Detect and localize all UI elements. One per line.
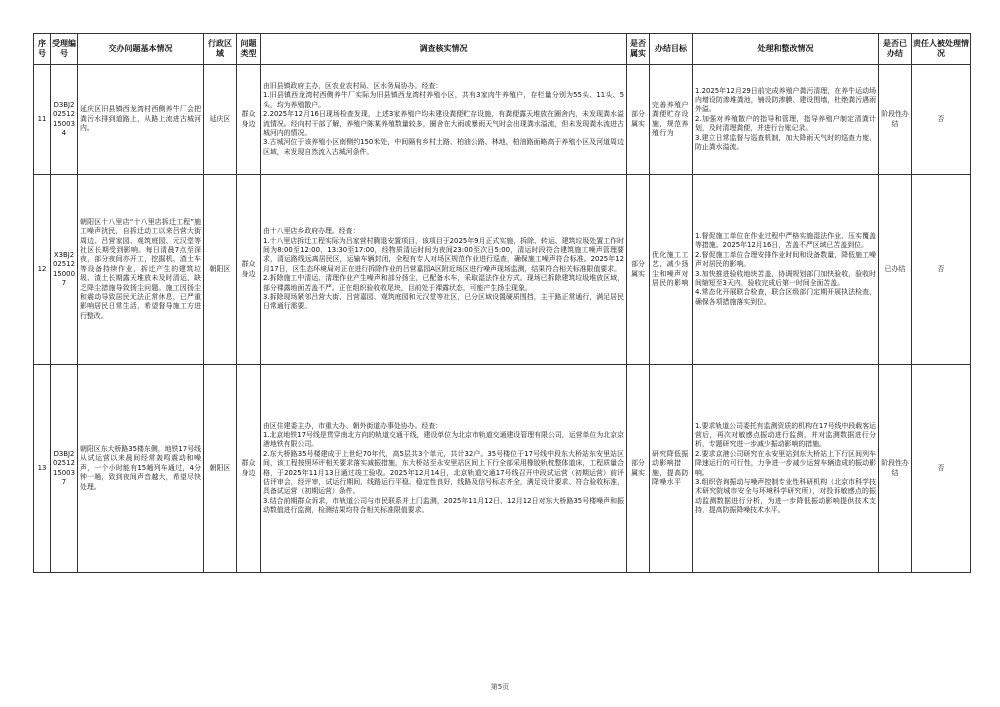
row-handling	[693, 175, 879, 365]
row-true-flag: 部分属实	[627, 175, 650, 365]
row-punished: 否	[912, 65, 971, 175]
row-seq: 12	[34, 175, 51, 365]
row-goal: 优化施工工艺，减少扬尘和噪声对居民的影响	[650, 175, 693, 365]
row-goal: 研究降低振动影响措施，提高防降噪水平	[650, 365, 693, 573]
handling-para: 3.加快推进验收地块苫盖，协调规划部门加快验收，验收时间缩短至3天内，验收完成后第一时间全面苫盖。	[695, 269, 876, 287]
handling-para: 4.常态化开展联合检查，联合区级部门定期开展执法检查，确保各项措施落实到位。	[695, 288, 876, 306]
row-seq: 13	[34, 365, 51, 573]
handling-para: 3.组织咨询振动与噪声控制专业性科研机构（北京市科学技术研究院城市安全与环境科学研究所），对投诉敏感点的振动监测数据进行分析，为进一步降低振动影响提供技术支持，提高防振降噪技术水平。	[695, 477, 876, 515]
row-type: 群众身边	[237, 175, 261, 365]
row-investigation	[261, 175, 627, 365]
row-district: 朝阳区	[204, 175, 237, 365]
row-district: 朝阳区	[204, 365, 237, 573]
investigation-para: 由十八里店乡政府办理。经查：	[263, 227, 360, 236]
investigation-para: 1.北京地铁17号线是贯穿南北方向的轨道交通干线，建设单位为北京市轨道交通建设管理有限公司，运营单位为北京京港地铁有限公司。	[263, 430, 624, 449]
header-row	[34, 34, 971, 65]
table-row	[34, 175, 971, 365]
page-number: 第5页	[490, 683, 510, 691]
handling-para: 3.建立日常监督与巡查机制，加大降雨天气时的巡查力度，防止粪水溢流。	[695, 133, 876, 151]
header-seq: 序号	[34, 34, 51, 65]
investigation-para: 1.旧县镇西龙湾村西侧养牛厂实际为旧县镇西龙湾村养殖小区，共有3家肉牛养殖户，存栏量分别为55头、11头、5头，均为养殖散户。	[263, 91, 624, 109]
row-investigation	[261, 65, 627, 175]
header-punished: 责任人被处理情况	[912, 34, 971, 65]
row-issue: 朝阳区十八里店“十八里店拆迁工程”施工噪声扰民，自拆迁动工以来吕营大街周边、吕营家园、观筑庭园、元汉堂等社区长期受到影响。每日清晨7点至深夜，部分夜间亦开工，挖掘机、渣土车等设备持续作业，拆迁产生的建筑垃圾、渣土长期露天堆放未及时清运，缺乏降尘措施导致扬尘问题。施工因扬尘和震动导致居民无法正常休息，已严重影响居民日常生活，希望督导施工方进行整改。	[78, 175, 204, 365]
handling-para: 1.督促施工单位在作业过程中严格实施湿法作业、压实覆盖等措施。2025年12月16日，苫盖不严区域已苫盖到位。	[695, 231, 876, 250]
header-goal: 办结目标	[650, 34, 693, 65]
row-done: 阶段性办结	[879, 65, 912, 175]
row-true-flag: 部分属实	[627, 65, 650, 175]
row-punished: 否	[912, 365, 971, 573]
header-code: 受理编号	[51, 34, 78, 65]
handling-para: 2.要求京港公司研究在永安里站到东大桥站上下行区间列车降速运行的可行性，力争进一步减少运营车辆造成的振动影响。	[695, 449, 876, 477]
row-handling	[693, 365, 879, 573]
investigation-para: 2.东大桥路35号楼建成于上世纪70年代，高5层共3个单元，共计32户。35号楼位于17号线中段东大桥站东安里站区间，该工程按照环评相关要求落实减振措施，东大桥站至永安里站区间上下行全部采用橡胶轨枕整体道床，工程质量合格，于2025年11月13日通过竣工验收。2025年12月14日，北京轨道交通17号线召开中段试运营（初期运营）前评估评审会，经评审，试运行期间，线路运行平稳、稳定性良好，线路及信号标志齐全，满足设计要求、符合验收标准，具备试运营（初期运营）条件。	[263, 449, 624, 496]
header-handling: 处理和整改情况	[693, 34, 879, 65]
header-type: 问题类型	[237, 34, 261, 65]
handling-para: 1.要求轨道公司委托有监测资质的机构在17号线中段载客运营后，再次对敏感点振动进行监测，并对监测数据进行分析，专题研究进一步减少振动影响的措施。	[695, 421, 876, 449]
handling-para: 2.督促施工单位合理安排作业时间和设备数量，降低施工噪声对居民的影响。	[695, 250, 876, 269]
investigation-para: 由区住建委主办，市重大办、朝外街道办事处协办。经查：	[263, 421, 443, 430]
handling-para: 1.2025年12月29日前完成养殖户粪污清理，在养牛运动场内增设防渗堆粪池，铺设防渗膜、建设围墙，杜绝粪污遇雨外溢。	[695, 86, 876, 114]
row-issue: 延庆区旧县镇西龙湾村西侧养牛厂会把粪污水排到道路上，从路上流进古城河内。	[78, 65, 204, 175]
investigation-para: 2.拆除施工中清运、清理作业产生噪声和部分扬尘，已配备水车，采取湿法作业方式。现场已拆除建筑垃圾堆放区域，部分裸露地面苫盖不严。正在组织验收收尾块，目前处于裸露状态，可能产生扬尘现象。	[263, 274, 624, 292]
investigation-para: 由旧县镇政府主办，区农业农村局、区水务局协办。经查：	[263, 81, 443, 90]
header-investigation: 调查核实情况	[261, 34, 627, 65]
investigation-para: 2.2025年12月16日现场检查发现，上述3家养殖户均未建设粪便贮存设施，有粪便露天堆放在圈舍内，未发现粪水溢流情况。经向村干部了解，养殖户陈某养殖数量较多，圈舍在大雨或暴雨天气时会出现粪水溢流，但未发现粪水流进古城河内的情况。	[263, 110, 624, 137]
row-handling	[693, 65, 879, 175]
table-row	[34, 65, 971, 175]
table-row	[34, 365, 971, 573]
row-punished: 否	[912, 175, 971, 365]
row-type: 群众身边	[237, 65, 261, 175]
investigation-para: 1.十八里店拆迁工程实际为吕家营村腾退安置项目，该项目于2025年9月正式实施，拆除、转运、建筑垃圾处置工作时间为8:00至12:00、13:30至17:00，经物质清运时间为夜间23:00至次日5:00，清运时段符合建筑施工噪声管理要求，清运路线远离居民区，运输车辆封闭，全程有专人对场区规范作业进行巡查，确保施工噪声符合标准。2025年12月17日，区生态环境局对正在进行拆除作业的吕营嘉园A区附近场区进行噪声现场监测，结果符合相关标准限值要求。	[263, 236, 624, 273]
row-code: D3BJ202512150034	[51, 65, 78, 175]
row-code: X3BJ202512150007	[51, 175, 78, 365]
row-code: D3BJ202512150037	[51, 365, 78, 573]
handling-para: 2.加强对养殖散户的指导和管理，指导养殖户制定清粪计划，及时清理粪便，并进行台账记录。	[695, 114, 876, 133]
row-issue: 朝阳区东大桥路35楼东侧，地铁17号线从试运营以来晨间经常轰鸣震动和噪声，一个小时能有15趟列车通过，4分钟一趟，致到夜间声音越大，希望尽快处理。	[78, 365, 204, 573]
complaint-table	[33, 33, 971, 573]
row-true-flag: 部分属实	[627, 365, 650, 573]
row-done: 已办结	[879, 175, 912, 365]
row-type: 群众身边	[237, 365, 261, 573]
header-issue: 交办问题基本情况	[78, 34, 204, 65]
header-done: 是否已办结	[879, 34, 912, 65]
row-done: 阶段性办结	[879, 365, 912, 573]
row-seq: 11	[34, 65, 51, 175]
row-district: 延庆区	[204, 65, 237, 175]
row-goal: 完善养殖户粪便贮存设施，规范养殖行为	[650, 65, 693, 175]
investigation-para: 3.拆除现场紧邻吕营大街、吕营嘉园、观筑庭园和元汉堂等社区，已分区域设置硬质围挡，主干路正常通行，满足居民日常通行需要。	[263, 292, 624, 311]
investigation-para: 3.结合前期群众诉求，市轨道公司与市民联系并上门监测，2025年11月12日、12月12日对东大桥路35号楼噪声和振动数值进行监测，检测结果均符合相关标准限值要求。	[263, 496, 624, 515]
header-district: 行政区域	[204, 34, 237, 65]
row-investigation	[261, 365, 627, 573]
header-true-flag: 是否属实	[627, 34, 650, 65]
investigation-para: 3.古城河位于该养殖小区南侧约150米处，中间隔有乡村土路、柏油公路、林地，柏油路面略高于养殖小区及河道周边区域，未发现自然流入古城河条件。	[263, 138, 624, 156]
